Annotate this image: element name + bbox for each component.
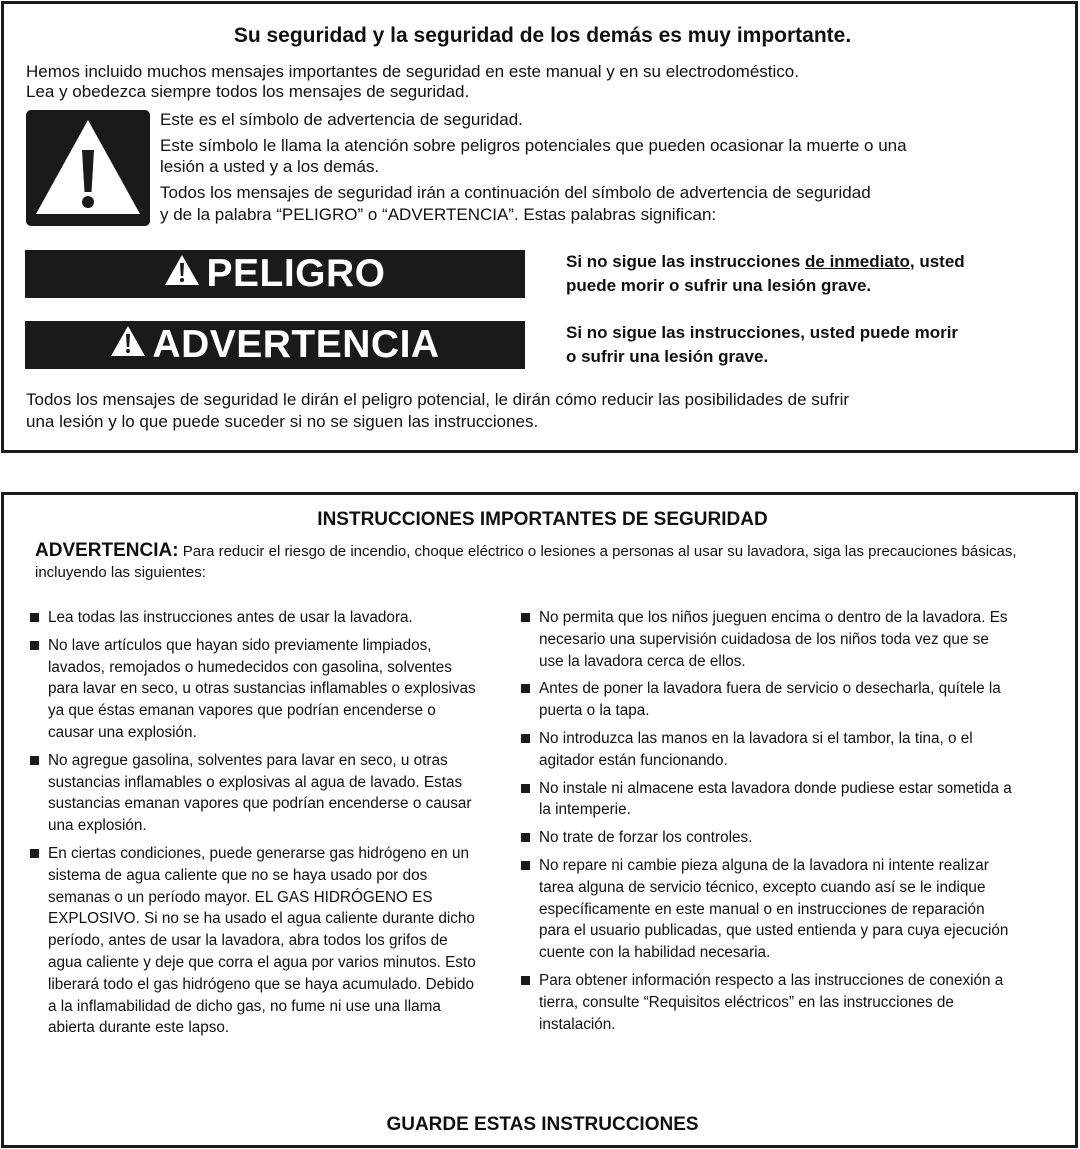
closing-line-1: Todos los mensajes de seguridad le dirán el peligro potencial, le dirán cómo reducir las posibilidades de sufrir [26,390,850,409]
list-item: No lave artículos que hayan sido previamente limpiados, lavados, remojados o humedecidos con gasolina, solventes para lavar en seco, u otras sustancias inflamables o explosivas ya que éstas emanan vapores que podrían encenderse o causar una explosión. [28,635,476,744]
list-item: No trate de forzar los controles. [519,827,1014,849]
instructions-box [1,492,1078,1148]
warning-triangle-icon [110,323,146,367]
save-instructions-footer: GUARDE ESTAS INSTRUCCIONES [386,1114,699,1135]
list-item: Antes de poner la lavadora fuera de servicio o desecharla, quítele la puerta o la tapa. [519,678,1014,722]
intro-line-2: Lea y obedezca siempre todos los mensajes de seguridad. [26,82,470,101]
danger-text-line-1: Si no sigue las instrucciones de inmediato, usted [566,252,965,271]
warning-text-line-2: o sufrir una lesión grave. [566,347,769,366]
warning-text: Para reducir el riesgo de incendio, choque eléctrico o lesiones a personas al usar su lavadora, siga las precauciones básicas, incluyendo las siguientes: [35,543,1017,581]
bullet-square-icon [30,849,39,858]
safety-message-box [1,1,1078,453]
warning-keyword: ADVERTENCIA: [35,540,179,561]
bullet-square-icon [521,976,530,985]
symbol-line-4: Todos los mensajes de seguridad irán a continuación del símbolo de advertencia de seguridad [160,183,871,202]
danger-triangle-icon [164,252,200,296]
symbol-line-3: lesión a usted y a los demás. [160,157,380,176]
danger-label: PELIGRO [206,252,386,295]
warning-text-line-1: Si no sigue las instrucciones, usted puede morir [566,323,959,342]
list-item: Para obtener información respecto a las instrucciones de conexión a tierra, consulte “Requisitos eléctricos” en las instrucciones de instalación. [519,970,1014,1035]
bullet-square-icon [30,641,39,650]
bullet-square-icon [30,756,39,765]
list-item: No permita que los niños jueguen encima o dentro de la lavadora. Es necesario una supervisión cuidadosa de los niños toda vez que se use la lavadora cerca de ellos. [519,607,1014,672]
list-item: No repare ni cambie pieza alguna de la lavadora ni intente realizar tarea alguna de servicio técnico, excepto cuando así se le indique específicamente en este manual o en instrucciones de reparación para el usuario publicadas, que usted entienda y para cuya ejecución cuente con la habilidad necesaria. [519,855,1014,964]
warning-signal-bar [25,321,525,369]
list-item: Lea todas las instrucciones antes de usar la lavadora. [28,607,476,629]
symbol-line-1: Este es el símbolo de advertencia de seguridad. [160,110,523,129]
bullet-square-icon [521,833,530,842]
right-instructions-list [519,607,1014,1041]
instructions-title: INSTRUCCIONES IMPORTANTES DE SEGURIDAD [317,509,768,530]
closing-line-2: una lesión y lo que puede suceder si no se siguen las instrucciones. [26,412,539,431]
list-item: No agregue gasolina, solventes para lavar en seco, u otras sustancias inflamables o explosivas al agua de lavado. Estas sustancias emanan vapores que podrían encenderse o causar una explosión. [28,750,476,837]
safety-title: Su seguridad y la seguridad de los demás es muy importante. [233,24,852,47]
symbol-line-2: Este símbolo le llama la atención sobre peligros potenciales que pueden ocasionar la muerte o una [160,136,907,155]
danger-signal-bar [25,250,525,298]
bullet-square-icon [521,861,530,870]
list-item: No instale ni almacene esta lavadora donde pudiese estar sometida a la intemperie. [519,778,1014,822]
bullet-square-icon [521,684,530,693]
warning-label: ADVERTENCIA [152,323,440,366]
danger-text-line-2: puede morir o sufrir una lesión grave. [566,276,872,295]
instructions-warning [35,540,1045,583]
bullet-square-icon [30,613,39,622]
list-item: En ciertas condiciones, puede generarse gas hidrógeno en un sistema de agua caliente que no se haya usado por dos semanas o un período mayor. EL GAS HIDRÓGENO ES EXPLOSIVO. Si no se ha usado el agua caliente durante dicho período, antes de usar la lavadora, abra todos los grifos de agua caliente y deje que corra el agua por varios minutos. Esto liberará todo el gas hidrógeno que se haya acumulado. Debido a la inflamabilidad de dicho gas, no fume ni use una llama abierta durante este lapso. [28,843,476,1039]
bullet-square-icon [521,784,530,793]
symbol-line-5: y de la palabra “PELIGRO” o “ADVERTENCIA”. Estas palabras significan: [160,205,717,224]
warning-exclamation-icon [26,110,150,226]
intro-line-1: Hemos incluido muchos mensajes importantes de seguridad en este manual y en su electrodoméstico. [26,62,799,81]
bullet-square-icon [521,734,530,743]
bullet-square-icon [521,613,530,622]
left-instructions-list [28,607,476,1045]
list-item: No introduzca las manos en la lavadora si el tambor, la tina, o el agitador están funcionando. [519,728,1014,772]
